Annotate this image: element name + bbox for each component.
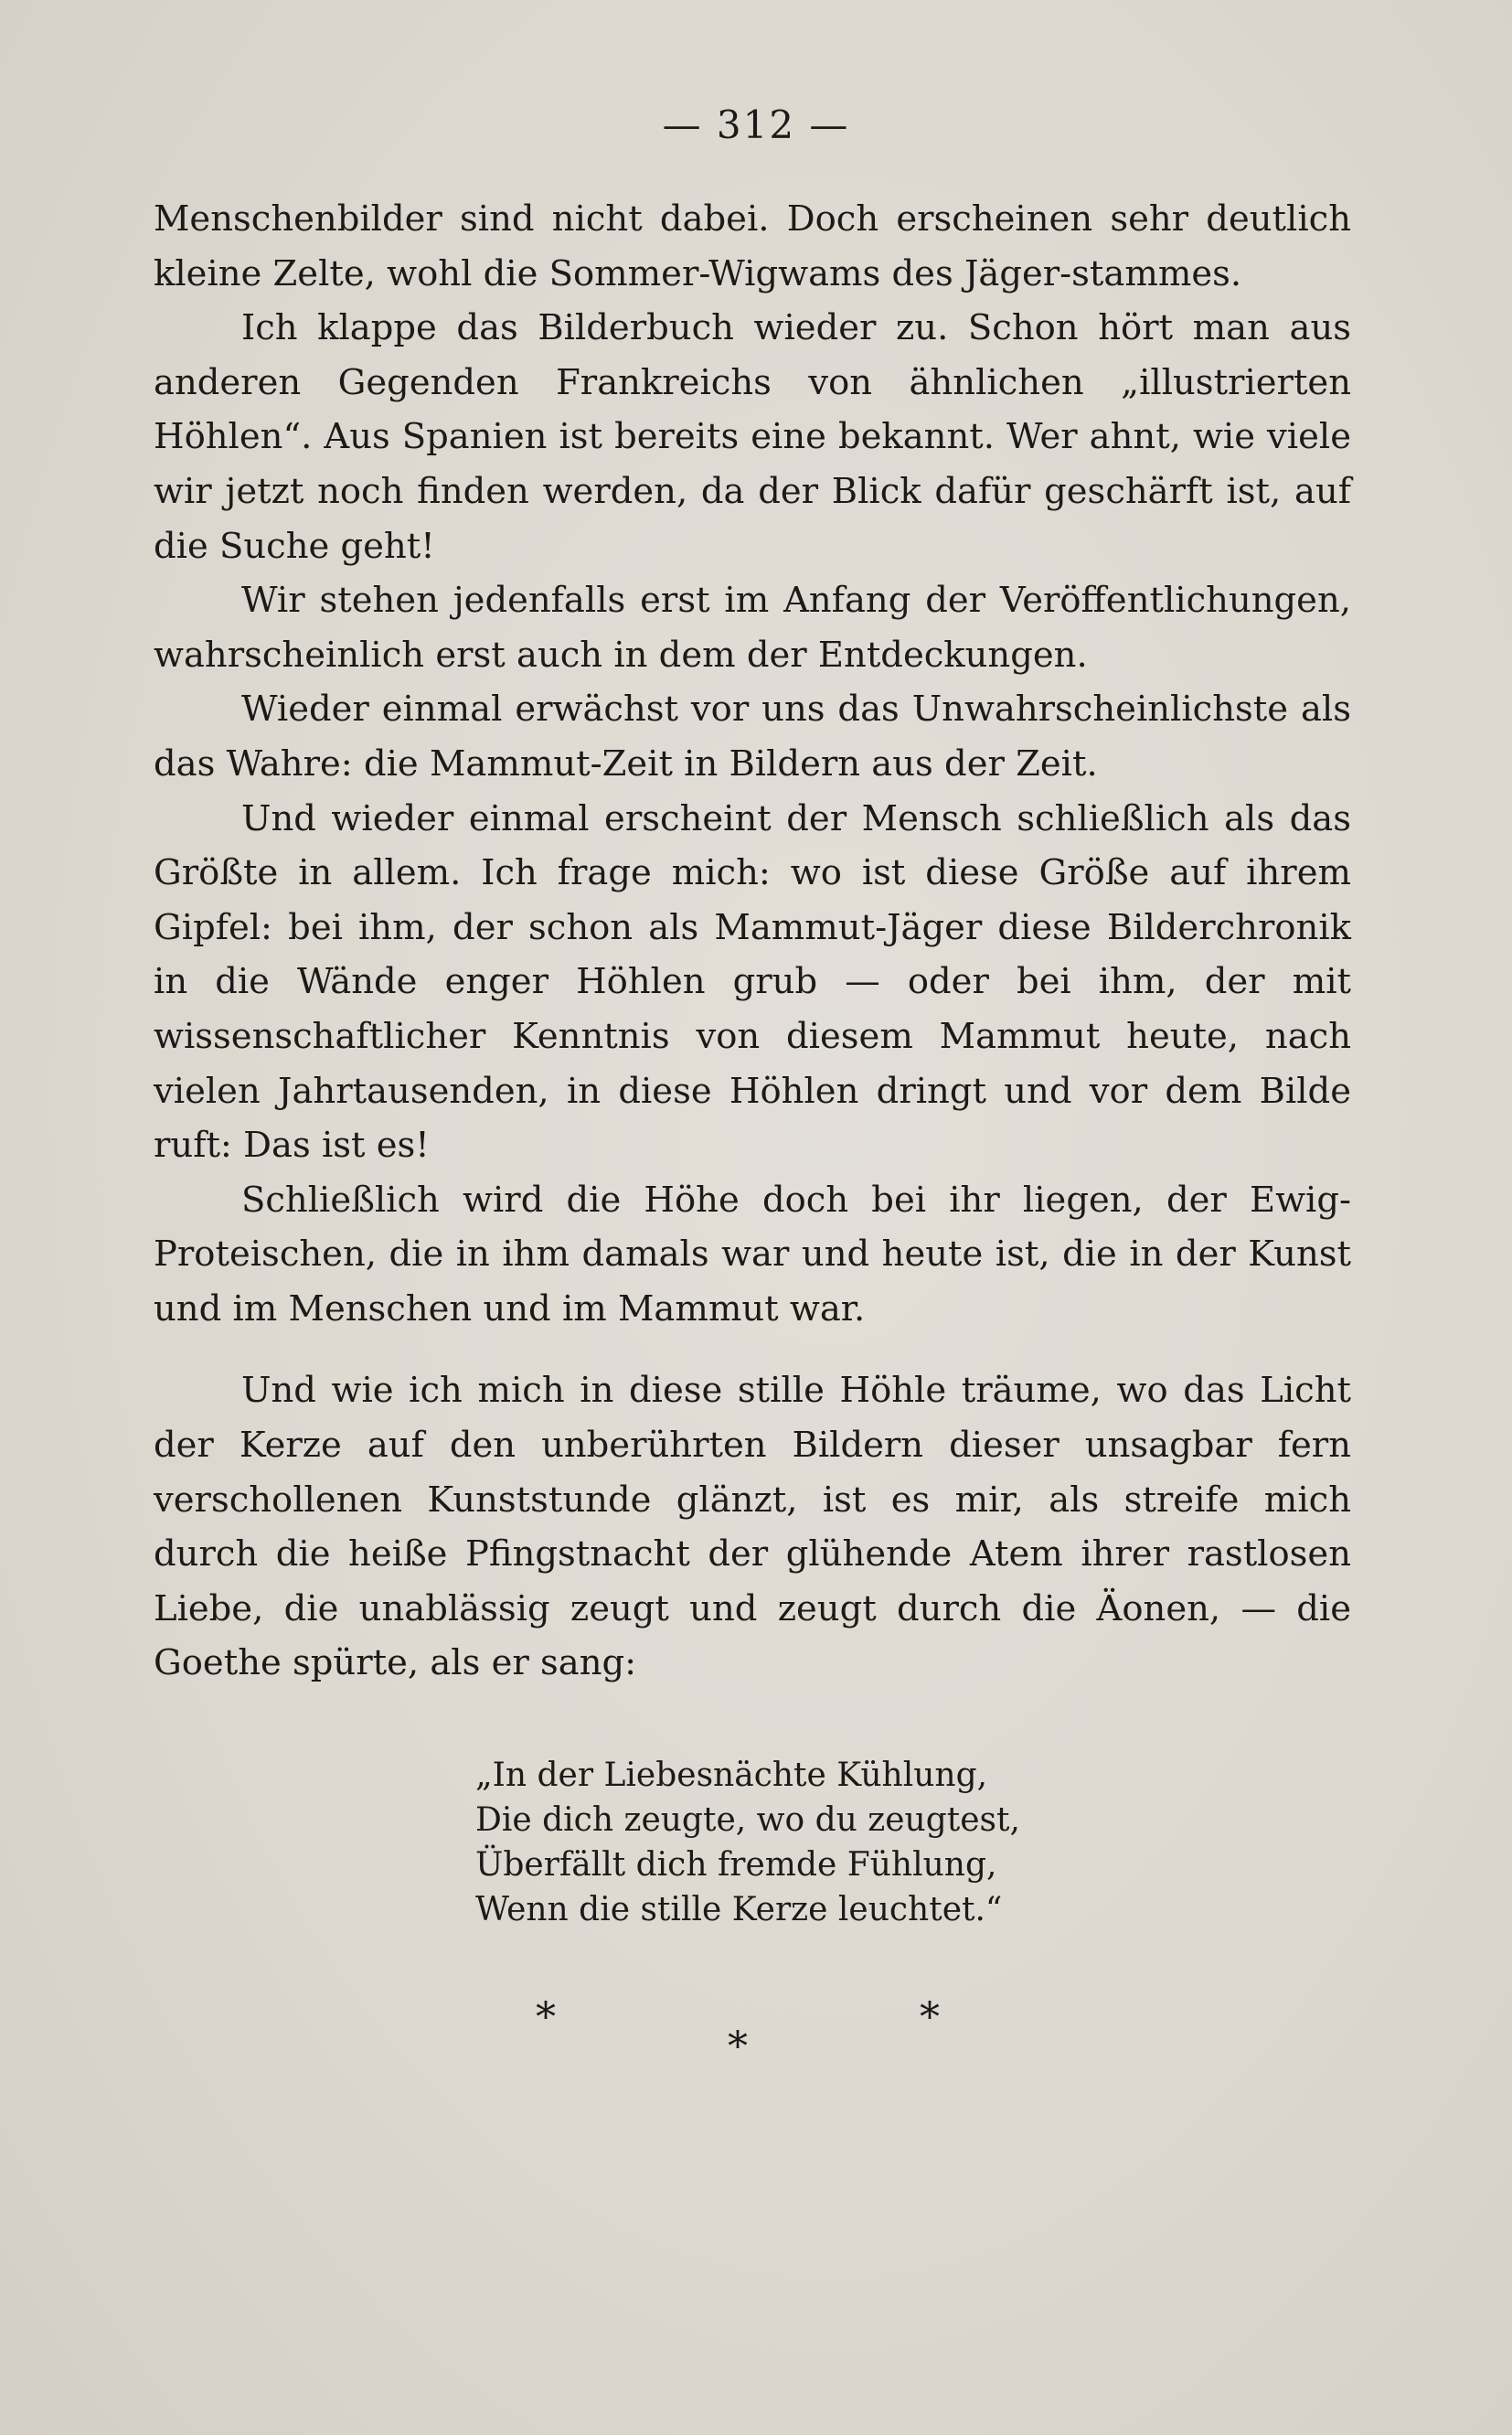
paragraph-4: Wieder einmal erwächst vor uns das Unwahrscheinlichste als das Wahre: die Mammut-Zeit in Bildern aus der Zeit.	[154, 689, 1351, 785]
verse-line-3: Überfällt dich fremde Fühlung,	[475, 1846, 997, 1884]
paragraph-7: Und wie ich mich in diese stille Höhle träume, wo das Licht der Kerze auf den unberührten Bildern dieser unsagbar fern verschollenen Kunststunde glänzt, ist es mir, als streife mich durch die heiße Pfingstnacht der glühende Atem ihrer rastlosen Liebe, die unablässig zeugt und zeugt durch die Äonen, — die Goethe spürte, als er sang:	[154, 1370, 1351, 1684]
separator-asterisk-right: *	[920, 1994, 940, 2041]
verse-line-1: „In der Liebesnächte Kühlung,	[475, 1757, 988, 1794]
body-text	[154, 192, 1351, 1691]
verse-line-4: Wenn die stille Kerze leuchtet.“	[475, 1891, 1003, 1928]
page-number: — 312 —	[662, 102, 850, 147]
paragraph-6: Schließlich wird die Höhe doch bei ihr liegen, der Ewig-Proteischen, die in ihm damals war und heute ist, die in der Kunst und im Menschen und im Mammut war.	[154, 1179, 1351, 1330]
goethe-verse	[475, 1753, 1115, 1932]
separator-asterisk-center: *	[728, 2024, 748, 2070]
separator-asterisk-left: *	[536, 1994, 556, 2041]
paragraph-5: Und wieder einmal erscheint der Mensch schließlich als das Größte in allem. Ich frage mich: wo ist diese Größe auf ihrem Gipfel: bei ihm, der schon als Mammut-Jäger diese Bilderchronik in die Wände enger Höhlen grub — oder bei ihm, der mit wissenschaftlicher Kenntnis von diesem Mammut heute, nach vielen Jahrtausenden, in diese Höhlen dringt und vor dem Bilde ruft: Das ist es!	[154, 797, 1351, 1167]
paragraph-2: Ich klappe das Bilderbuch wieder zu. Schon hört man aus anderen Gegenden Frankreichs von ähnlichen „illustrierten Höhlen“. Aus Spanien ist bereits eine bekannt. Wer ahnt, wie viele wir jetzt noch finden werden, da der Blick dafür geschärft ist, auf die Suche geht!	[154, 307, 1351, 567]
paragraph-1: Menschenbilder sind nicht dabei. Doch erscheinen sehr deutlich kleine Zelte, wohl die Sommer-Wigwams des Jäger-stammes.	[154, 198, 1351, 294]
verse-line-2: Die dich zeugte, wo du zeugtest,	[475, 1801, 1020, 1839]
paragraph-3: Wir stehen jedenfalls erst im Anfang der Veröffentlichungen, wahrscheinlich erst auch in dem der Entdeckungen.	[154, 580, 1351, 676]
